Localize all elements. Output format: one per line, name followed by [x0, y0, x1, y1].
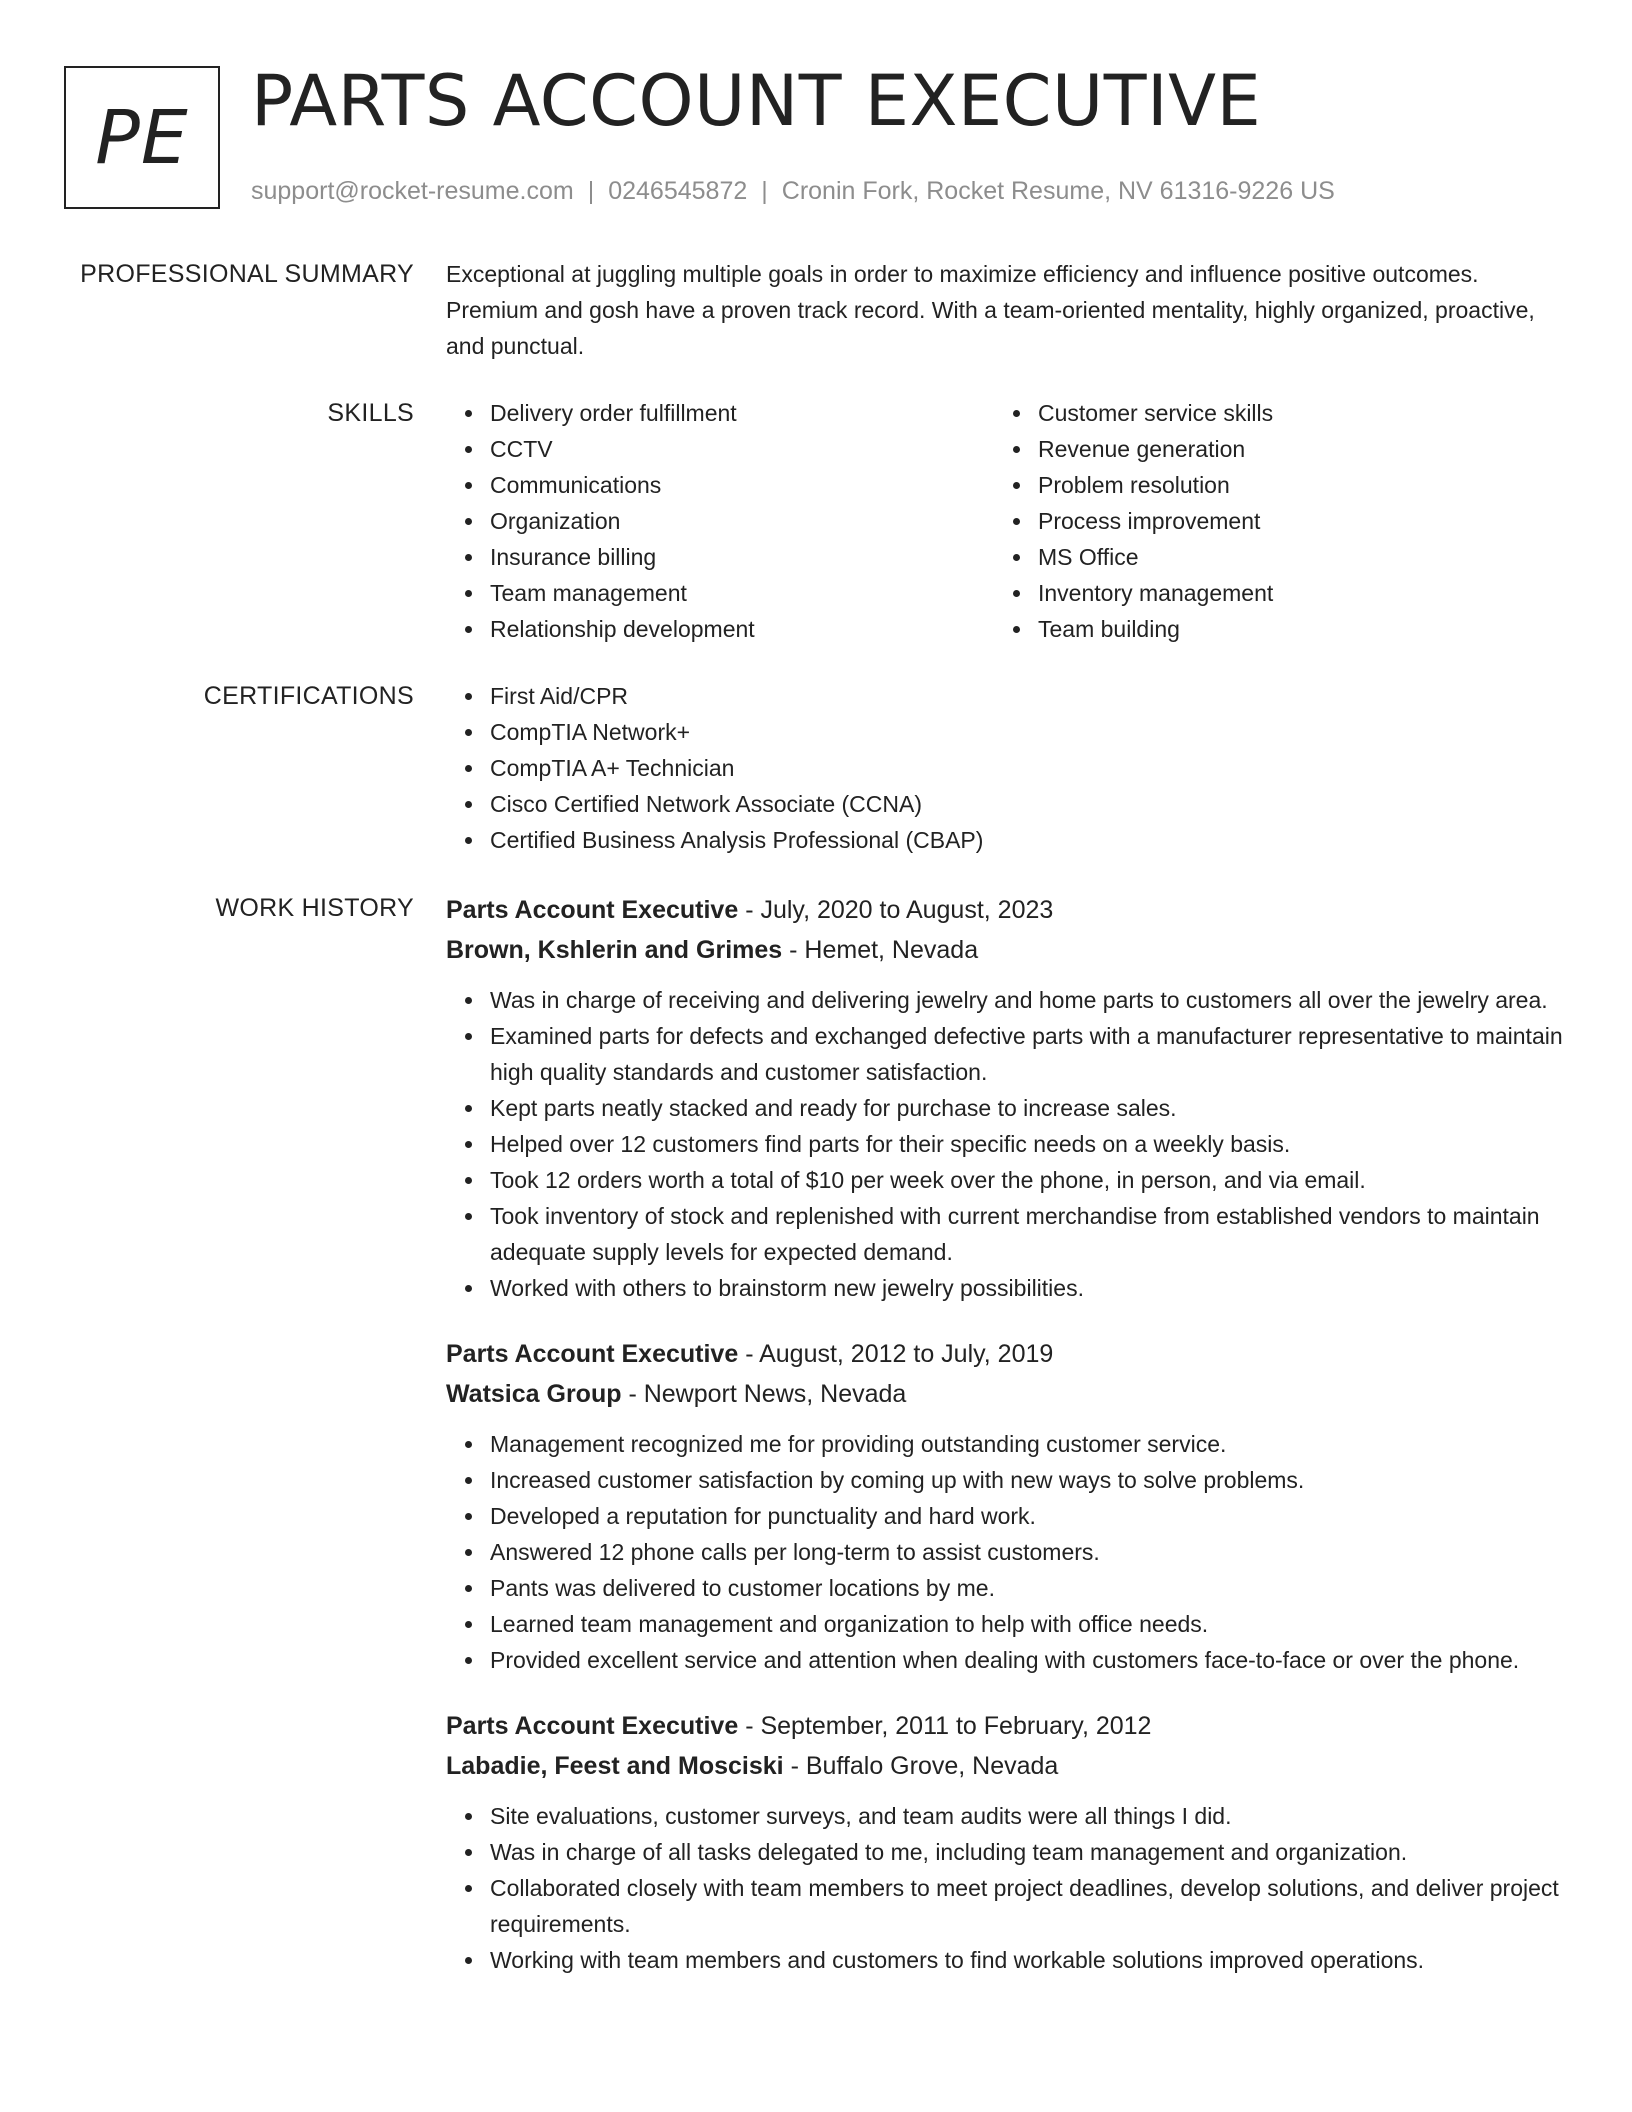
list-item: Was in charge of all tasks delegated to me, including team management and organization.: [446, 1834, 1576, 1870]
company-name: Labadie, Feest and Mosciski: [446, 1752, 784, 1780]
section-heading-certifications: CERTIFICATIONS: [203, 682, 414, 710]
list-item: CompTIA A+ Technician: [446, 750, 1576, 786]
list-item: Site evaluations, customer surveys, and team audits were all things I did.: [446, 1798, 1576, 1834]
list-item: First Aid/CPR: [446, 678, 1576, 714]
section-heading-summary: PROFESSIONAL SUMMARY: [80, 260, 414, 288]
list-item: Took inventory of stock and replenished with current merchandise from established vendors to maintain adequate supply levels for expected demand.: [446, 1198, 1576, 1270]
list-item: Examined parts for defects and exchanged defective parts with a manufacturer representative to maintain high quality standards and customer satisfaction.: [446, 1018, 1576, 1090]
company-location: - Buffalo Grove, Nevada: [783, 1752, 1059, 1780]
list-item: Management recognized me for providing outstanding customer service.: [446, 1426, 1576, 1462]
monogram-initials: PE: [95, 94, 189, 181]
company-name: Brown, Kshlerin and Grimes: [446, 936, 783, 964]
list-item: Customer service skills: [994, 395, 1542, 431]
list-item: Delivery order fulfillment: [446, 395, 994, 431]
job-title-line: [446, 1334, 1576, 1374]
list-item: Working with team members and customers to find workable solutions improved operations.: [446, 1942, 1576, 1978]
list-item: Relationship development: [446, 611, 994, 647]
company-location: - Newport News, Nevada: [621, 1380, 907, 1408]
summary-text: Exceptional at juggling multiple goals in order to maximize efficiency and influence positive outcomes. Premium and gosh have a proven track record. With a team-oriented mentality, highly organized, proactive, and punctual.: [446, 261, 1535, 359]
list-item: Communications: [446, 467, 994, 503]
skills-list-right: [994, 395, 1542, 647]
skills-list-left: [446, 395, 994, 647]
list-item: Problem resolution: [994, 467, 1542, 503]
section-heading-work-history: WORK HISTORY: [215, 894, 414, 922]
list-item: Inventory management: [994, 575, 1542, 611]
list-item: Answered 12 phone calls per long-term to assist customers.: [446, 1534, 1576, 1570]
list-item: Pants was delivered to customer locations by me.: [446, 1570, 1576, 1606]
list-item: Provided excellent service and attention when dealing with customers face-to-face or over the phone.: [446, 1642, 1576, 1678]
job-title: Parts Account Executive: [446, 896, 739, 924]
section-heading-skills: SKILLS: [327, 399, 414, 427]
list-item: Took 12 orders worth a total of $10 per week over the phone, in person, and via email.: [446, 1162, 1576, 1198]
job-title: Parts Account Executive: [446, 1340, 739, 1368]
contact-email: support@rocket-resume.com: [251, 177, 574, 205]
resume-title: PARTS ACCOUNT EXECUTIVE: [251, 60, 1262, 142]
list-item: Was in charge of receiving and delivering jewelry and home parts to customers all over the jewelry area.: [446, 982, 1576, 1018]
job-dates: - September, 2011 to February, 2012: [738, 1712, 1152, 1740]
company-name: Watsica Group: [446, 1380, 622, 1408]
contact-address: Cronin Fork, Rocket Resume, NV 61316-9226 US: [781, 177, 1335, 205]
list-item: Revenue generation: [994, 431, 1542, 467]
job-duties-list: [446, 1798, 1576, 1978]
job-entry: [446, 1706, 1576, 1978]
list-item: CompTIA Network+: [446, 714, 1576, 750]
certifications-list: [446, 678, 1576, 858]
job-duties-list: [446, 982, 1576, 1306]
list-item: Increased customer satisfaction by coming up with new ways to solve problems.: [446, 1462, 1576, 1498]
list-item: Team building: [994, 611, 1542, 647]
list-item: Learned team management and organization to help with office needs.: [446, 1606, 1576, 1642]
list-item: Process improvement: [994, 503, 1542, 539]
contact-separator: |: [587, 177, 595, 205]
list-item: Organization: [446, 503, 994, 539]
list-item: Team management: [446, 575, 994, 611]
job-dates: - July, 2020 to August, 2023: [738, 896, 1054, 924]
certifications-body: [446, 678, 1576, 858]
contact-phone: 0246545872: [608, 177, 748, 205]
job-title-line: [446, 1706, 1576, 1746]
job-duties-list: [446, 1426, 1576, 1678]
list-item: MS Office: [994, 539, 1542, 575]
list-item: Worked with others to brainstorm new jewelry possibilities.: [446, 1270, 1576, 1306]
job-title-line: [446, 890, 1576, 930]
list-item: Insurance billing: [446, 539, 994, 575]
company-line: [446, 1374, 1576, 1414]
company-line: [446, 1746, 1576, 1786]
work-history-body: [446, 890, 1576, 1978]
list-item: Helped over 12 customers find parts for their specific needs on a weekly basis.: [446, 1126, 1576, 1162]
list-item: Cisco Certified Network Associate (CCNA): [446, 786, 1576, 822]
job-entry: [446, 890, 1576, 1306]
job-entry: [446, 1334, 1576, 1678]
list-item: Kept parts neatly stacked and ready for purchase to increase sales.: [446, 1090, 1576, 1126]
company-location: - Hemet, Nevada: [782, 936, 979, 964]
list-item: CCTV: [446, 431, 994, 467]
list-item: Certified Business Analysis Professional (CBAP): [446, 822, 1576, 858]
list-item: Collaborated closely with team members to meet project deadlines, develop solutions, and deliver project requirements.: [446, 1870, 1576, 1942]
monogram-box: [64, 66, 220, 209]
contact-line: [251, 174, 1335, 208]
job-title: Parts Account Executive: [446, 1712, 739, 1740]
contact-separator: |: [761, 177, 768, 205]
job-dates: - August, 2012 to July, 2019: [738, 1340, 1054, 1368]
company-line: [446, 930, 1576, 970]
list-item: Developed a reputation for punctuality and hard work.: [446, 1498, 1576, 1534]
skills-columns: [446, 395, 1576, 647]
